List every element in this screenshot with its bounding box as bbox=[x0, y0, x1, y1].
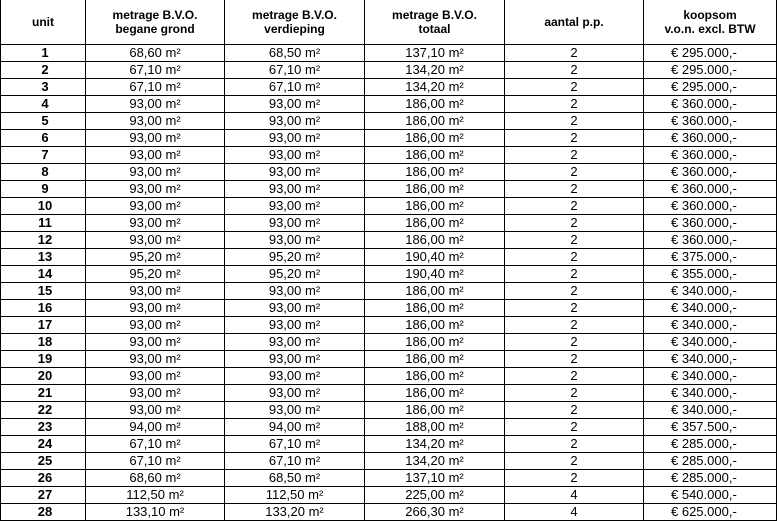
price-cell: € 295.000,- bbox=[644, 45, 777, 62]
header-bvo-ground-floor: metrage B.V.O. begane grond bbox=[86, 0, 225, 45]
upper-floor-cell: 93,00 m² bbox=[225, 130, 365, 147]
table-row bbox=[1, 487, 777, 504]
ground-floor-cell: 93,00 m² bbox=[86, 181, 225, 198]
parking-cell: 2 bbox=[505, 96, 644, 113]
ground-floor-cell: 93,00 m² bbox=[86, 96, 225, 113]
unit-cell: 10 bbox=[1, 198, 86, 215]
header-purchase-price: koopsom v.o.n. excl. BTW bbox=[644, 0, 777, 45]
ground-floor-cell: 93,00 m² bbox=[86, 283, 225, 300]
unit-cell: 26 bbox=[1, 470, 86, 487]
ground-floor-cell: 93,00 m² bbox=[86, 351, 225, 368]
upper-floor-cell: 93,00 m² bbox=[225, 215, 365, 232]
total-cell: 186,00 m² bbox=[365, 147, 505, 164]
parking-cell: 2 bbox=[505, 453, 644, 470]
total-cell: 137,10 m² bbox=[365, 45, 505, 62]
parking-cell: 2 bbox=[505, 45, 644, 62]
upper-floor-cell: 93,00 m² bbox=[225, 181, 365, 198]
unit-cell: 5 bbox=[1, 113, 86, 130]
upper-floor-cell: 93,00 m² bbox=[225, 317, 365, 334]
total-cell: 186,00 m² bbox=[365, 215, 505, 232]
parking-cell: 2 bbox=[505, 266, 644, 283]
total-cell: 186,00 m² bbox=[365, 232, 505, 249]
ground-floor-cell: 93,00 m² bbox=[86, 334, 225, 351]
table-body bbox=[1, 45, 777, 521]
price-cell: € 625.000,- bbox=[644, 504, 777, 521]
parking-cell: 2 bbox=[505, 283, 644, 300]
ground-floor-cell: 67,10 m² bbox=[86, 79, 225, 96]
header-unit: unit bbox=[1, 0, 86, 45]
unit-cell: 24 bbox=[1, 436, 86, 453]
parking-cell: 2 bbox=[505, 113, 644, 130]
unit-cell: 25 bbox=[1, 453, 86, 470]
header-parking-spaces: aantal p.p. bbox=[505, 0, 644, 45]
parking-cell: 2 bbox=[505, 249, 644, 266]
unit-cell: 18 bbox=[1, 334, 86, 351]
unit-cell: 11 bbox=[1, 215, 86, 232]
parking-cell: 2 bbox=[505, 62, 644, 79]
total-cell: 186,00 m² bbox=[365, 181, 505, 198]
total-cell: 186,00 m² bbox=[365, 334, 505, 351]
parking-cell: 2 bbox=[505, 215, 644, 232]
upper-floor-cell: 68,50 m² bbox=[225, 470, 365, 487]
ground-floor-cell: 93,00 m² bbox=[86, 130, 225, 147]
price-cell: € 360.000,- bbox=[644, 147, 777, 164]
price-cell: € 340.000,- bbox=[644, 317, 777, 334]
price-cell: € 340.000,- bbox=[644, 300, 777, 317]
price-cell: € 360.000,- bbox=[644, 96, 777, 113]
parking-cell: 2 bbox=[505, 334, 644, 351]
unit-cell: 23 bbox=[1, 419, 86, 436]
upper-floor-cell: 67,10 m² bbox=[225, 436, 365, 453]
price-cell: € 340.000,- bbox=[644, 368, 777, 385]
price-cell: € 540.000,- bbox=[644, 487, 777, 504]
price-cell: € 285.000,- bbox=[644, 470, 777, 487]
upper-floor-cell: 93,00 m² bbox=[225, 300, 365, 317]
price-cell: € 360.000,- bbox=[644, 130, 777, 147]
unit-cell: 6 bbox=[1, 130, 86, 147]
parking-cell: 2 bbox=[505, 351, 644, 368]
unit-cell: 3 bbox=[1, 79, 86, 96]
parking-cell: 4 bbox=[505, 504, 644, 521]
upper-floor-cell: 68,50 m² bbox=[225, 45, 365, 62]
parking-cell: 2 bbox=[505, 368, 644, 385]
upper-floor-cell: 95,20 m² bbox=[225, 249, 365, 266]
price-cell: € 340.000,- bbox=[644, 283, 777, 300]
total-cell: 186,00 m² bbox=[365, 317, 505, 334]
unit-cell: 9 bbox=[1, 181, 86, 198]
table-row bbox=[1, 130, 777, 147]
table-row bbox=[1, 232, 777, 249]
price-cell: € 360.000,- bbox=[644, 113, 777, 130]
price-cell: € 285.000,- bbox=[644, 436, 777, 453]
table-row bbox=[1, 334, 777, 351]
table-row bbox=[1, 249, 777, 266]
parking-cell: 2 bbox=[505, 130, 644, 147]
ground-floor-cell: 133,10 m² bbox=[86, 504, 225, 521]
unit-cell: 4 bbox=[1, 96, 86, 113]
price-cell: € 355.000,- bbox=[644, 266, 777, 283]
table-row bbox=[1, 317, 777, 334]
table-row bbox=[1, 453, 777, 470]
parking-cell: 2 bbox=[505, 147, 644, 164]
ground-floor-cell: 68,60 m² bbox=[86, 45, 225, 62]
unit-cell: 22 bbox=[1, 402, 86, 419]
unit-cell: 12 bbox=[1, 232, 86, 249]
unit-cell: 28 bbox=[1, 504, 86, 521]
unit-cell: 1 bbox=[1, 45, 86, 62]
price-cell: € 360.000,- bbox=[644, 215, 777, 232]
ground-floor-cell: 68,60 m² bbox=[86, 470, 225, 487]
table-row bbox=[1, 62, 777, 79]
table-row bbox=[1, 198, 777, 215]
table-row bbox=[1, 283, 777, 300]
unit-cell: 7 bbox=[1, 147, 86, 164]
upper-floor-cell: 93,00 m² bbox=[225, 351, 365, 368]
price-cell: € 340.000,- bbox=[644, 385, 777, 402]
ground-floor-cell: 93,00 m² bbox=[86, 385, 225, 402]
ground-floor-cell: 93,00 m² bbox=[86, 317, 225, 334]
parking-cell: 2 bbox=[505, 300, 644, 317]
price-cell: € 285.000,- bbox=[644, 453, 777, 470]
parking-cell: 4 bbox=[505, 487, 644, 504]
total-cell: 186,00 m² bbox=[365, 130, 505, 147]
upper-floor-cell: 93,00 m² bbox=[225, 402, 365, 419]
upper-floor-cell: 93,00 m² bbox=[225, 334, 365, 351]
total-cell: 186,00 m² bbox=[365, 283, 505, 300]
total-cell: 134,20 m² bbox=[365, 62, 505, 79]
total-cell: 134,20 m² bbox=[365, 79, 505, 96]
unit-cell: 8 bbox=[1, 164, 86, 181]
header-row bbox=[1, 0, 777, 45]
table-row bbox=[1, 300, 777, 317]
upper-floor-cell: 93,00 m² bbox=[225, 368, 365, 385]
ground-floor-cell: 67,10 m² bbox=[86, 62, 225, 79]
table-row bbox=[1, 147, 777, 164]
total-cell: 186,00 m² bbox=[365, 351, 505, 368]
ground-floor-cell: 93,00 m² bbox=[86, 368, 225, 385]
upper-floor-cell: 93,00 m² bbox=[225, 164, 365, 181]
price-cell: € 360.000,- bbox=[644, 198, 777, 215]
ground-floor-cell: 67,10 m² bbox=[86, 453, 225, 470]
ground-floor-cell: 94,00 m² bbox=[86, 419, 225, 436]
upper-floor-cell: 95,20 m² bbox=[225, 266, 365, 283]
ground-floor-cell: 95,20 m² bbox=[86, 266, 225, 283]
upper-floor-cell: 93,00 m² bbox=[225, 147, 365, 164]
total-cell: 186,00 m² bbox=[365, 368, 505, 385]
total-cell: 186,00 m² bbox=[365, 385, 505, 402]
total-cell: 134,20 m² bbox=[365, 436, 505, 453]
total-cell: 186,00 m² bbox=[365, 113, 505, 130]
total-cell: 186,00 m² bbox=[365, 198, 505, 215]
table-row bbox=[1, 470, 777, 487]
table-row bbox=[1, 504, 777, 521]
upper-floor-cell: 112,50 m² bbox=[225, 487, 365, 504]
ground-floor-cell: 95,20 m² bbox=[86, 249, 225, 266]
table-row bbox=[1, 113, 777, 130]
unit-cell: 21 bbox=[1, 385, 86, 402]
upper-floor-cell: 93,00 m² bbox=[225, 283, 365, 300]
ground-floor-cell: 93,00 m² bbox=[86, 232, 225, 249]
table-row bbox=[1, 215, 777, 232]
unit-cell: 19 bbox=[1, 351, 86, 368]
parking-cell: 2 bbox=[505, 181, 644, 198]
total-cell: 188,00 m² bbox=[365, 419, 505, 436]
total-cell: 186,00 m² bbox=[365, 300, 505, 317]
parking-cell: 2 bbox=[505, 232, 644, 249]
table-row bbox=[1, 96, 777, 113]
table-row bbox=[1, 45, 777, 62]
ground-floor-cell: 93,00 m² bbox=[86, 402, 225, 419]
table-row bbox=[1, 79, 777, 96]
header-bvo-upper-floor: metrage B.V.O. verdieping bbox=[225, 0, 365, 45]
parking-cell: 2 bbox=[505, 79, 644, 96]
upper-floor-cell: 67,10 m² bbox=[225, 79, 365, 96]
table-row bbox=[1, 164, 777, 181]
parking-cell: 2 bbox=[505, 385, 644, 402]
table-row bbox=[1, 266, 777, 283]
ground-floor-cell: 93,00 m² bbox=[86, 164, 225, 181]
table-row bbox=[1, 419, 777, 436]
unit-cell: 13 bbox=[1, 249, 86, 266]
total-cell: 190,40 m² bbox=[365, 266, 505, 283]
total-cell: 134,20 m² bbox=[365, 453, 505, 470]
price-cell: € 360.000,- bbox=[644, 232, 777, 249]
ground-floor-cell: 93,00 m² bbox=[86, 113, 225, 130]
ground-floor-cell: 67,10 m² bbox=[86, 436, 225, 453]
total-cell: 137,10 m² bbox=[365, 470, 505, 487]
upper-floor-cell: 93,00 m² bbox=[225, 232, 365, 249]
upper-floor-cell: 94,00 m² bbox=[225, 419, 365, 436]
upper-floor-cell: 67,10 m² bbox=[225, 62, 365, 79]
unit-cell: 17 bbox=[1, 317, 86, 334]
unit-cell: 16 bbox=[1, 300, 86, 317]
parking-cell: 2 bbox=[505, 198, 644, 215]
total-cell: 186,00 m² bbox=[365, 96, 505, 113]
price-cell: € 295.000,- bbox=[644, 62, 777, 79]
price-cell: € 295.000,- bbox=[644, 79, 777, 96]
unit-cell: 14 bbox=[1, 266, 86, 283]
price-cell: € 340.000,- bbox=[644, 334, 777, 351]
price-cell: € 375.000,- bbox=[644, 249, 777, 266]
table-row bbox=[1, 385, 777, 402]
upper-floor-cell: 93,00 m² bbox=[225, 198, 365, 215]
parking-cell: 2 bbox=[505, 419, 644, 436]
unit-cell: 20 bbox=[1, 368, 86, 385]
price-cell: € 340.000,- bbox=[644, 402, 777, 419]
ground-floor-cell: 112,50 m² bbox=[86, 487, 225, 504]
unit-cell: 15 bbox=[1, 283, 86, 300]
upper-floor-cell: 93,00 m² bbox=[225, 113, 365, 130]
price-cell: € 360.000,- bbox=[644, 181, 777, 198]
table-row bbox=[1, 181, 777, 198]
total-cell: 225,00 m² bbox=[365, 487, 505, 504]
upper-floor-cell: 133,20 m² bbox=[225, 504, 365, 521]
table-row bbox=[1, 351, 777, 368]
total-cell: 186,00 m² bbox=[365, 164, 505, 181]
upper-floor-cell: 67,10 m² bbox=[225, 453, 365, 470]
price-cell: € 340.000,- bbox=[644, 351, 777, 368]
parking-cell: 2 bbox=[505, 402, 644, 419]
total-cell: 190,40 m² bbox=[365, 249, 505, 266]
upper-floor-cell: 93,00 m² bbox=[225, 385, 365, 402]
ground-floor-cell: 93,00 m² bbox=[86, 300, 225, 317]
table-row bbox=[1, 402, 777, 419]
parking-cell: 2 bbox=[505, 470, 644, 487]
table-row bbox=[1, 368, 777, 385]
header-bvo-total: metrage B.V.O. totaal bbox=[365, 0, 505, 45]
price-cell: € 357.500,- bbox=[644, 419, 777, 436]
table-row bbox=[1, 436, 777, 453]
ground-floor-cell: 93,00 m² bbox=[86, 198, 225, 215]
parking-cell: 2 bbox=[505, 317, 644, 334]
upper-floor-cell: 93,00 m² bbox=[225, 96, 365, 113]
unit-cell: 27 bbox=[1, 487, 86, 504]
unit-cell: 2 bbox=[1, 62, 86, 79]
ground-floor-cell: 93,00 m² bbox=[86, 147, 225, 164]
price-cell: € 360.000,- bbox=[644, 164, 777, 181]
parking-cell: 2 bbox=[505, 436, 644, 453]
parking-cell: 2 bbox=[505, 164, 644, 181]
ground-floor-cell: 93,00 m² bbox=[86, 215, 225, 232]
total-cell: 186,00 m² bbox=[365, 402, 505, 419]
total-cell: 266,30 m² bbox=[365, 504, 505, 521]
